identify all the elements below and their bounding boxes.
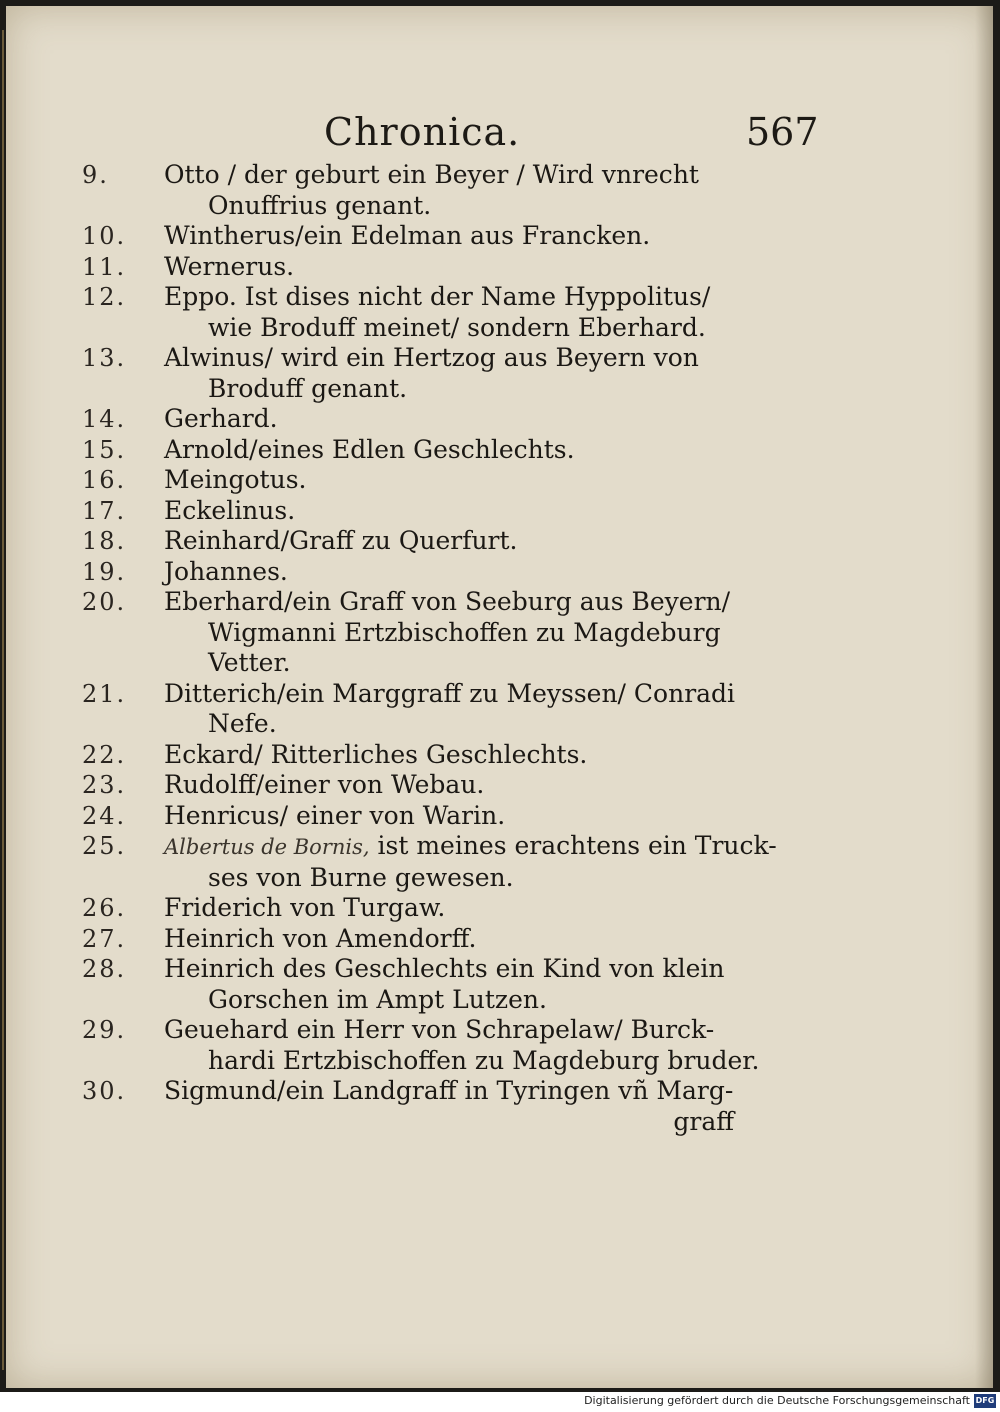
entry-line: Heinrich des Geschlechts ein Kind von klein [164,954,725,983]
list-item [6,893,993,924]
entry-line: Alwinus/ wird ein Hertzog aus Beyern von [164,343,699,372]
entry-number: 18. [82,527,127,555]
entry-line: Henricus/ einer von Warin. [164,800,506,830]
entry-number: 14. [82,405,127,433]
entry-line: Vetter. [208,648,291,677]
list-item [6,679,993,740]
list-item [6,740,993,771]
entry-line: Wernerus. [164,251,295,281]
funding-credit: Digitalisierung gefördert durch die Deutsche Forschungsgemeinschaft [584,1394,970,1407]
entry-number: 20. [82,588,127,616]
list-item [6,557,993,588]
entry-number: 21. [82,679,127,708]
entry-line: Otto / der geburt ein Beyer / Wird vnrecht [164,160,699,189]
list-item [6,496,993,527]
list-item [6,252,993,283]
list-item [6,435,993,466]
entry-line: Eckard/ Ritterliches Geschlechts. [164,739,588,769]
entry-line-text: ist meines erachtens ein Truck- [369,831,777,860]
entry-number: 10. [82,222,127,250]
entry-line: graff [673,1106,734,1136]
list-item [6,465,993,496]
entry-text [164,252,734,283]
entry-line: Eckelinus. [164,495,296,525]
entry-line: Reinhard/Graff zu Querfurt. [164,526,518,555]
entry-text [164,924,734,955]
list-item [6,282,993,343]
running-head [6,110,993,160]
entry-text [164,435,734,466]
entry-text [164,893,734,924]
entry-line: ses von Burne gewesen. [208,862,514,892]
entry-text [164,496,734,527]
list-item [6,587,993,679]
entry-line: Rudolff/einer von Webau. [164,770,485,799]
entry-number: 12. [82,283,127,311]
entry-line: Gerhard. [164,404,278,433]
entry-number: 29. [82,1016,127,1044]
entry-text [164,557,734,588]
entry-line: Geuehard ein Herr von Schrapelaw/ Burck- [164,1015,715,1044]
book-page [6,6,993,1388]
entry-text [164,831,777,893]
entry-number: 13. [82,344,127,372]
entry-list [6,160,993,1137]
entry-text [164,740,734,771]
entry-line: Meingotus. [164,465,307,494]
entry-line: Ditterich/ein Marggraff zu Meyssen/ Conradi [164,678,736,708]
list-item [6,404,993,435]
entry-line: Eberhard/ein Graff von Seeburg aus Beyern/ [164,587,731,616]
entry-text [164,1076,734,1137]
entry-line: Johannes. [164,556,288,586]
entry-line: Sigmund/ein Landgraff in Tyringen vñ Marg- [164,1076,734,1105]
entry-line: Eppo. Ist dises nicht der Name Hyppolitus/ [164,282,711,311]
entry-number: 16. [82,466,127,494]
entry-line: hardi Ertzbischoffen zu Magdeburg bruder. [208,1045,760,1075]
list-item [6,770,993,801]
entry-text [164,954,734,1015]
list-item [6,1076,993,1137]
entry-number: 11. [82,252,127,281]
latin-name: Albertus de Bornis, [164,835,370,859]
entry-text [164,587,734,679]
entry-line: Wintherus/ein Edelman aus Francken. [164,221,651,250]
entry-number: 15. [82,435,127,464]
entry-number: 24. [82,801,127,830]
list-item [6,924,993,955]
entry-text [164,526,734,557]
entry-line: wie Broduff meinet/ sondern Eberhard. [208,312,706,342]
entry-line: Broduff genant. [208,373,408,403]
entry-number: 26. [82,894,127,922]
running-title: Chronica. [324,110,521,154]
page-number: 567 [746,110,819,154]
entry-number: 22. [82,740,127,769]
entry-line: Heinrich von Amendorff. [164,923,477,953]
entry-number: 28. [82,955,127,983]
entry-text [164,770,734,801]
binding-edge [2,30,4,1370]
dfg-logo: DFG [974,1394,996,1408]
entry-line: Arnold/eines Edlen Geschlechts. [164,434,575,464]
entry-text [164,1015,760,1076]
entry-line: Gorschen im Ampt Lutzen. [208,984,547,1014]
entry-number: 25. [82,832,127,860]
entry-line: Wigmanni Ertzbischoffen zu Magdeburg [208,617,721,647]
entry-line: Onuffrius genant. [208,190,432,220]
entry-number: 17. [82,496,127,525]
entry-line: Friderich von Turgaw. [164,893,446,922]
entry-text [164,282,734,343]
list-item [6,1015,993,1076]
list-item [6,801,993,832]
list-item [6,343,993,404]
entry-text [164,801,734,832]
entry-number: 27. [82,924,127,953]
list-item [6,160,993,221]
entry-text [164,679,734,740]
entry-text [164,404,734,435]
footer [0,1392,1000,1412]
entry-number: 19. [82,557,127,586]
entry-text [164,221,734,252]
entry-number: 30. [82,1077,127,1105]
list-item [6,526,993,557]
list-item [6,831,993,893]
entry-text [164,465,734,496]
entry-number: 23. [82,771,127,799]
entry-text [164,343,734,404]
entry-line [164,831,777,863]
entry-text [164,160,734,221]
list-item [6,221,993,252]
list-item [6,954,993,1015]
entry-line: Nefe. [208,709,277,738]
entry-number: 9. [82,161,109,189]
